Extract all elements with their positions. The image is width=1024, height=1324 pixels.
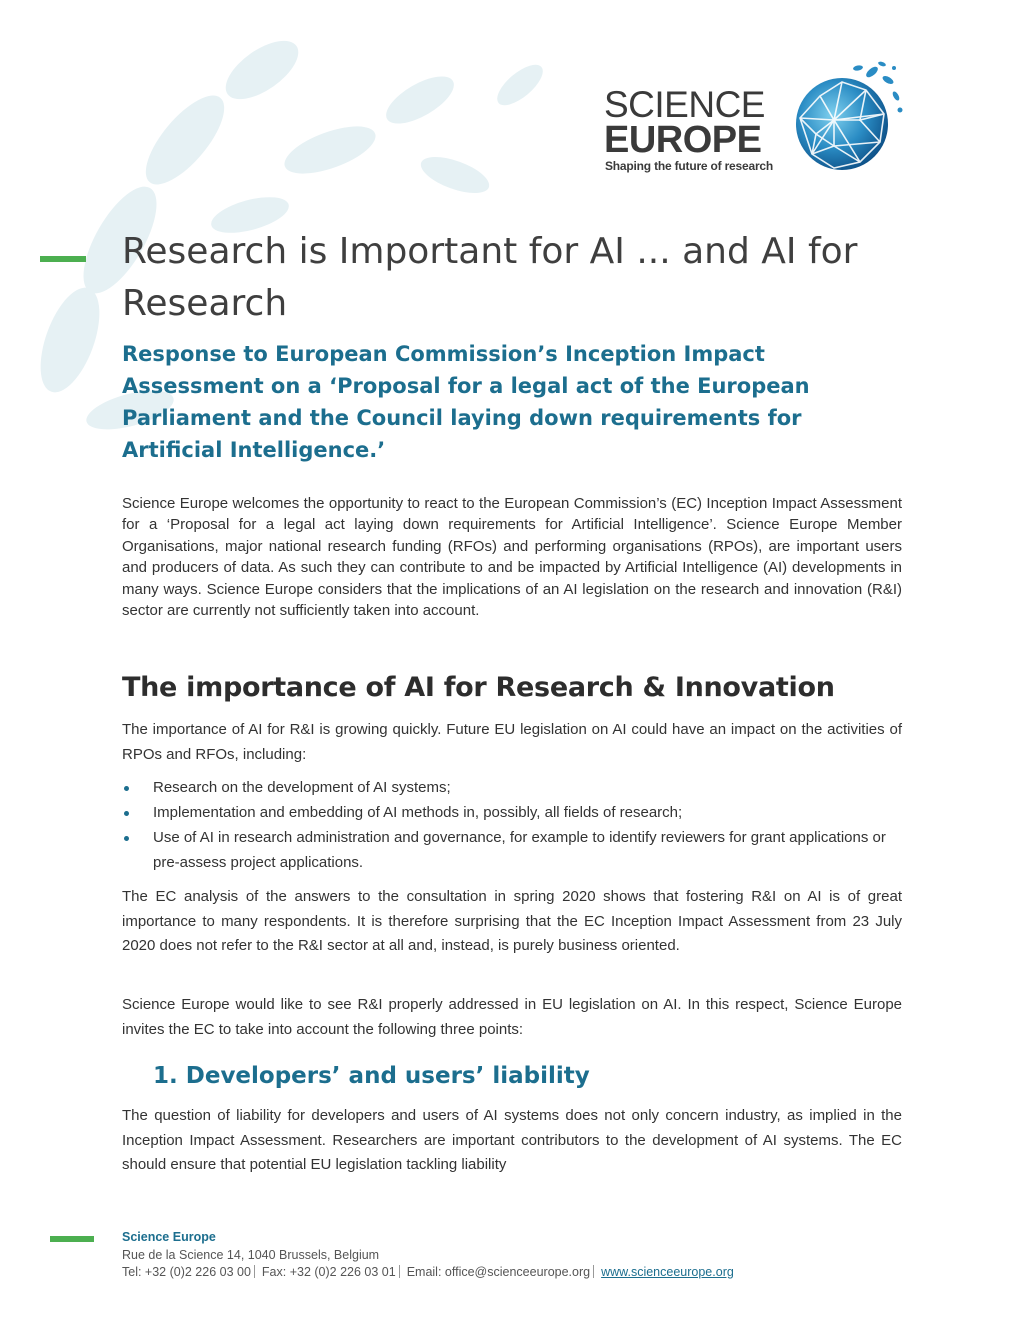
logo-line-1: SCIENCE	[604, 84, 765, 125]
footer-tel: Tel: +32 (0)2 226 03 00	[122, 1265, 251, 1279]
bullet-icon	[124, 811, 129, 816]
footer-fax: Fax: +32 (0)2 226 03 01	[261, 1265, 396, 1279]
title-accent-bar	[40, 256, 86, 262]
footer-email: Email: office@scienceeurope.org	[406, 1265, 591, 1279]
footer	[122, 1229, 734, 1282]
footer-address: Rue de la Science 14, 1040 Brussels, Belgium	[122, 1247, 380, 1262]
section-paragraph-3: Science Europe would like to see R&I properly addressed in EU legislation on AI. In this respect, Science Europe invites the EC to take into account the following three points:	[122, 996, 902, 1038]
footer-separator	[399, 1265, 400, 1278]
bullet-icon	[124, 836, 129, 841]
footer-org-name: Science Europe	[122, 1230, 216, 1244]
intro-paragraph: Science Europe welcomes the opportunity to react to the European Commission’s (EC) Inception Impact Assessment for a ‘Proposal for a legal act laying down requirements for Artificial Intelligence’. Science Europe Member Organisations, major national research funding (RFOs) and performing organisations (RPOs), are important users and producers of data. As such they can contribute to and be impacted by Artificial Intelligence (AI) developments in many ways. Science Europe considers that the implications of an AI legislation on the research and innovation (R&I) sector are currently not sufficiently taken into account.	[122, 495, 902, 620]
list-item: Use of AI in research administration and governance, for example to identify reviewers for grant applications or pre-assess project applications.	[122, 826, 902, 875]
bullet-icon	[124, 786, 129, 791]
document-subtitle: Response to European Commission’s Inception Impact Assessment on a ‘Proposal for a legal act of the European Parliament and the Council laying down requirements for Artificial Intelligence.’	[122, 342, 810, 462]
footer-accent-bar	[50, 1236, 94, 1242]
list-item: Research on the development of AI systems;	[122, 776, 902, 801]
section-heading: The importance of AI for Research & Innovation	[122, 672, 835, 703]
subsection-paragraph: The question of liability for developers and users of AI systems does not only concern industry, as implied in the Inception Impact Assessment. Researchers are important contributors to the development of AI systems. The EC should ensure that potential EU legislation tackling liability	[122, 1107, 902, 1173]
subsection-heading: 1. Developers’ and users’ liability	[153, 1063, 590, 1089]
footer-separator	[254, 1265, 255, 1278]
logo-line-2: EUROPE	[604, 119, 762, 161]
bullet-list	[122, 776, 902, 876]
logo-tagline: Shaping the future of research	[605, 159, 774, 173]
science-europe-logo	[604, 58, 904, 178]
globe-icon	[790, 58, 908, 176]
footer-website-link[interactable]: www.scienceeurope.org	[601, 1265, 734, 1279]
list-item: Implementation and embedding of AI methods in, possibly, all fields of research;	[122, 801, 902, 826]
section-paragraph-2: The EC analysis of the answers to the consultation in spring 2020 shows that fostering R&I on AI is of great importance to many respondents. It is therefore surprising that the EC Inception Impact Assessment from 23 July 2020 does not refer to the R&I sector at all and, instead, is purely business oriented.	[122, 888, 902, 954]
section-paragraph-1: The importance of AI for R&I is growing quickly. Future EU legislation on AI could have an impact on the activities of RPOs and RFOs, including:	[122, 721, 902, 763]
footer-contact-line	[122, 1264, 734, 1282]
footer-separator	[593, 1265, 594, 1278]
document-title: Research is Important for AI ... and AI for Research	[122, 231, 858, 324]
